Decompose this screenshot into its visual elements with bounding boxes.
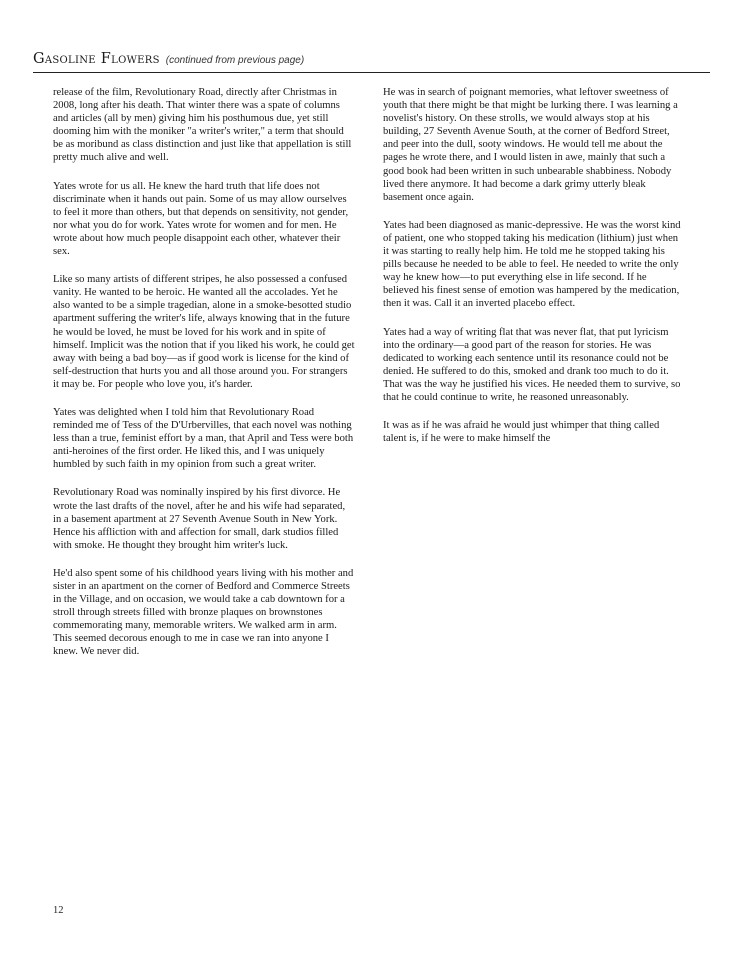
header-subtitle: (continued from previous page) [165, 55, 305, 66]
running-header [33, 51, 710, 73]
page-number: 12 [53, 905, 64, 916]
paragraph: Yates wrote for us all. He knew the hard truth that life does not discriminate when it hands out pain. Some of us may allow ourselves to feel it more than others, but that depends on sensitivity, not gender, nor what you do for work. Yates wrote for women and for men. He wrote about how much people disappoint each other, whatever their sex. [53, 180, 349, 258]
header-rule [33, 72, 710, 73]
text-columns [53, 86, 685, 659]
paragraph: release of the film, Revolutionary Road, directly after Christmas in 2008, long after his death. That winter there was a spate of columns and articles (all by men) giving him his posthumous due, yet still dooming him with the moniker "a writer's writer," a term that should be as moribund as class distinction and just like that appellation is still pretty much alive and well. [53, 87, 352, 164]
paragraph: Yates had a way of writing flat that was never flat, that put lyricism into the ordinary—a good part of the reason for stories. He was dedicated to working each sentence until its resonance could not be denied. He suffered to do this, smoked and drank too much to do it. That was the way he justified his vices. He needed them to survive, so that he could continue to write, he reasoned unreasonably. [383, 326, 681, 403]
header-title: Gasoline Flowers [33, 51, 160, 67]
paragraph: It was as if he was afraid he would just whimper that thing called talent is, if he were to make himself the [383, 420, 660, 445]
paragraph: Yates had been diagnosed as manic-depressive. He was the worst kind of patient, one who stopped taking his medication (lithium) just when it was starting to really help him. He told me he stopped taking his pills because he needed to be able to feel. He needed to write the only way he knew how—to put everything else in life second. If he believed his finest sense of emotion was hampered by the medication, then it was. Call it an inverted placebo effect. [383, 219, 681, 310]
paragraph: Yates was delighted when I told him that Revolutionary Road reminded me of Tess of the D'Urbervilles, that each novel was nothing less than a true, feminist effort by a man, that April and Tess were both anti-heroines of the first order. He liked this, and I was uniquely humbled by such faith in my opinion from such a great writer. [53, 406, 354, 471]
left-column [53, 86, 355, 659]
paragraph: He was in search of poignant memories, what leftover sweetness of youth that there might be that might be lurking there. I was learning a novelist's history. On these strolls, we would always stop at his building, 27 Seventh Avenue South, at the corner of Bedford Street, and peer into the dull, sooty windows. He would tell me about the pages he wrote there, and I would listen in awe, mainly that such a good book had been written in such unbearable shabbiness. Nobody lived there anymore. It had become a dark grimy utterly bleak basement once again. [383, 87, 678, 203]
paragraph: Revolutionary Road was nominally inspired by his first divorce. He wrote the last drafts of the novel, after he and his wife had separated, in a basement apartment at 27 Seventh Avenue South in New York. Hence his affliction with and affection for small, dark studios filled with smoke. He thought they brought him writer's luck. [53, 487, 346, 551]
paragraph: He'd also spent some of his childhood years living with his mother and sister in an apartment on the corner of Bedford and Commerce Streets in the Village, and on occasion, we would take a cab downtown for a stroll through streets filled with bronze plaques on brownstones commemorating many, memorable writers. We walked arm in arm. This seemed decorous enough to me in case we ran into anyone I knew. We never did. [53, 567, 354, 658]
right-column [383, 86, 685, 659]
paragraph: Like so many artists of different stripes, he also possessed a confused vanity. He wanted to be heroic. He wanted all the accolades. Yet he also wanted to be a simple tragedian, alone in a smoke-besotted studio apartment suffering the writer's life, always knowing that in the future he would be loved, he must be loved for his work and in spite of himself. Implicit was the notion that if you liked his work, he could get away with being a bad boy—as if good work is license for the kind of self-destruction that hurts you and all those around you. For strangers it may be. For people who love you, it's harder. [53, 274, 355, 390]
